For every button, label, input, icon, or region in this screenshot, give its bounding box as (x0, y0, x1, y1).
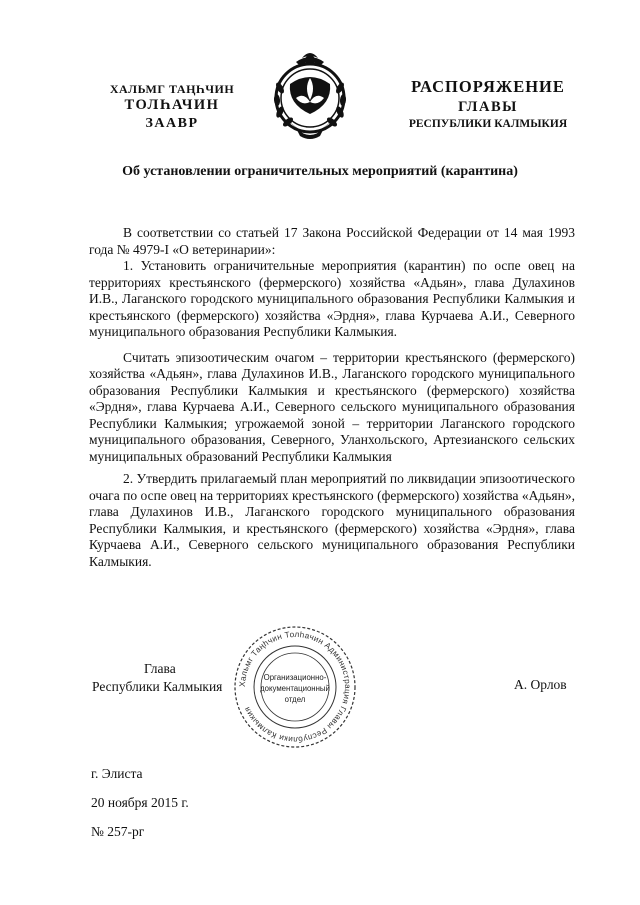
header-russian (398, 76, 578, 133)
document-date: 20 ноября 2015 г. (91, 795, 189, 810)
header-left-line3: ЗААВР (145, 116, 199, 131)
paragraph-outbreak-zone: Считать эпизоотическим очагом – территории крестьянского (фермерского) хозяйства «Адьян», глава Дулахинов И.В., Лаганского городского муниципального образования Республики Калмыкия и крестьянского (фермерского) хозяйства «Эрдня», глава Курчаева А.И., Северного сельского муниципального образования Республики Калмыкия; угрожаемой зоной – территории Лаганского городского муниципального образования, Северного, Уланхольского, Артезианского сельских муниципальных образований Республики Калмыкия (89, 349, 575, 464)
document-city: г. Элиста (91, 766, 143, 781)
header-right-line1: РАСПОРЯЖЕНИЕ (411, 77, 565, 96)
signature-position-line1: Глава (144, 661, 176, 676)
signature-position (92, 660, 242, 696)
header-left-line1: ХАЛЬМГ ТАҢҺЧИН (109, 82, 235, 96)
header-left-line2: ТОЛҺАЧИН (124, 97, 220, 113)
paragraph-item-1: 1. Установить ограничительные мероприятия (карантин) по оспе овец на территориях крестьянского (фермерского) хозяйства «Адьян», глава Дулахинов И.В., Лаганского городского муниципального образования Республики Калмыкия и крестьянского (фермерского) хозяйства «Эрдня», глава Курчаева А.И., Северного муниципального образования Республики Калмыкия. (89, 258, 575, 339)
document-body (89, 225, 575, 570)
document-number: № 257-рг (91, 824, 145, 839)
stamp-seal (230, 622, 360, 752)
stamp-ring-text: Хальмг Таңһчин Толһачин Администрация Главы Республики Калмыкия (237, 629, 353, 745)
stamp-center-line1: Организационно- (263, 673, 327, 682)
header-right-line2: ГЛАВЫ (458, 99, 518, 115)
header-right-line3: РЕСПУБЛИКИ КАЛМЫКИЯ (408, 118, 568, 130)
paragraph-preamble: В соответствии со статьей 17 Закона Российской Федерации от 14 мая 1993 года № 4979-I «О ветеринарии»: (89, 225, 575, 257)
stamp-center-line3: отдел (284, 695, 306, 704)
signature-position-line2: Республики Калмыкия (92, 679, 223, 694)
header-kalmyk (92, 82, 252, 133)
stamp-center-line2: документационный (260, 684, 330, 693)
paragraph-item-2: 2. Утвердить прилагаемый план мероприятий по ликвидации эпизоотического очага по оспе овец на территориях крестьянского (фермерского) хозяйства «Адьян», глава Дулахинов И.В., Лаганского городского муниципального образования Республики Калмыкия, и крестьянского (фермерского) хозяйства «Эрдня», глава Курчаева А.И., Северного сельского муниципального образования Республики Калмыкия. (89, 471, 575, 569)
coat-of-arms-icon (266, 48, 354, 143)
document-title: Об установлении ограничительных мероприятий (карантина) (122, 164, 518, 179)
signatory-name: А. Орлов (514, 677, 567, 692)
